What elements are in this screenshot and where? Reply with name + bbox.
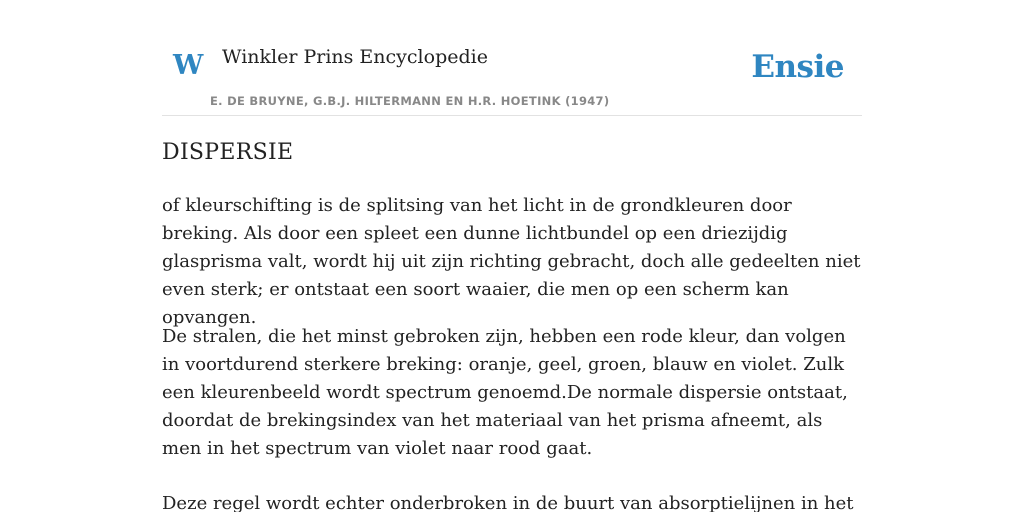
site-header	[162, 0, 862, 116]
ensie-logo-link[interactable]: Ensie	[751, 49, 844, 85]
entry-title: DISPERSIE	[162, 140, 294, 165]
publication-title-link[interactable]: Winkler Prins Encyclopedie	[222, 46, 488, 68]
entry-paragraph-3: Deze regel wordt echter onderbroken in de buurt van absorptielijnen in het	[162, 493, 854, 512]
entry-paragraph-2: De stralen, die het minst gebroken zijn, hebben een rode kleur, dan volgen in voortdurend sterkere breking: oranje, geel, groen, blauw en violet. Zulk een kleurenbeeld wordt spectrum genoemd.De normale dispersie ontstaat, doordat de brekingsindex van het materiaal van het prisma afneemt, als men in het spectrum van violet naar rood gaat.	[162, 326, 848, 459]
publication-authors: E. DE BRUYNE, G.B.J. HILTERMANN EN H.R. HOETINK (1947)	[210, 94, 610, 108]
entry-paragraph-1: of kleurschifting is de splitsing van het licht in de grondkleuren door breking. Als door een spleet een dunne lichtbundel op een driezijdig glasprisma valt, wordt hij uit zijn richting gebracht, doch alle gedeelten niet even sterk; er ontstaat een soort waaier, die men op een scherm kan opvangen.	[162, 195, 861, 328]
publication-logo[interactable]: W	[173, 50, 204, 81]
page-container	[162, 0, 862, 512]
